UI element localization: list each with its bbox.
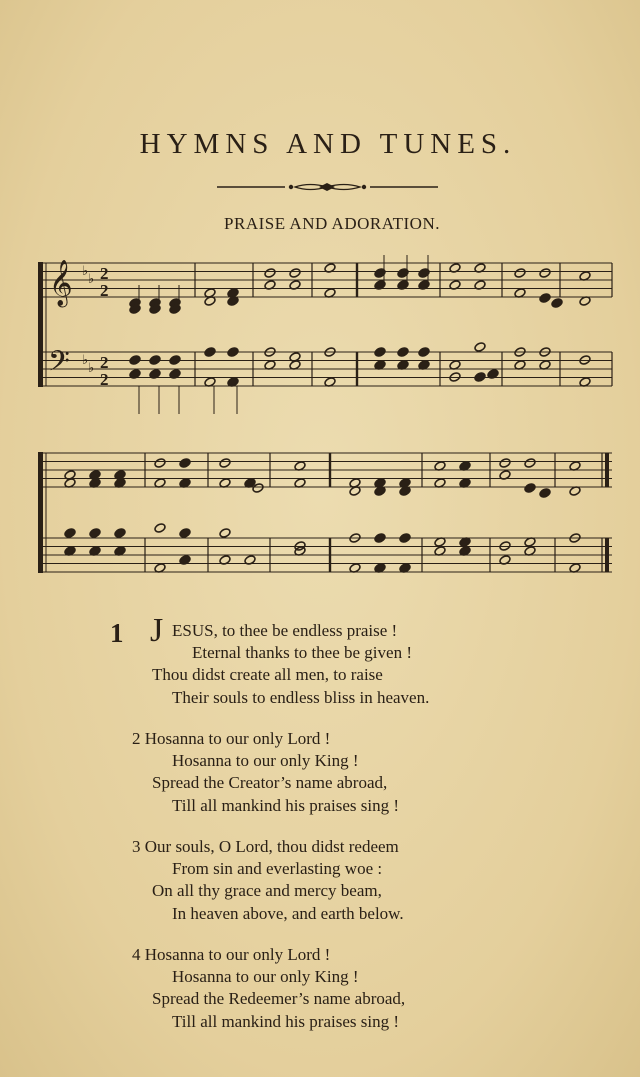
verse-4-line-3: Spread the Redeemer’s name abroad, bbox=[152, 989, 406, 1008]
time-signature-top: 2 bbox=[100, 264, 109, 283]
note-head bbox=[227, 347, 239, 358]
final-bar bbox=[605, 453, 609, 487]
note-head bbox=[129, 355, 141, 366]
note-head bbox=[179, 458, 191, 469]
section-title: PRAISE AND ADORATION. bbox=[224, 214, 440, 233]
verse-1-line-4: Their souls to endless bliss in heaven. bbox=[172, 688, 430, 707]
verse-number-3: 3 bbox=[132, 837, 141, 856]
key-flat: ♭ bbox=[88, 360, 95, 375]
verse-2-line-3: Spread the Creator’s name abroad, bbox=[152, 773, 388, 792]
note-head bbox=[499, 458, 511, 469]
note-head bbox=[374, 347, 386, 358]
final-bar bbox=[605, 538, 609, 572]
note-head bbox=[539, 268, 551, 279]
verse-4-line-1 bbox=[132, 945, 330, 965]
verse-3-line-1-text: Our souls, O Lord, thou didst redeem bbox=[144, 837, 399, 856]
treble-clef: 𝄞 bbox=[49, 260, 73, 306]
time-signature-bottom: 2 bbox=[100, 281, 109, 300]
verse-3-line-3: On all thy grace and mercy beam, bbox=[152, 881, 382, 900]
note-head bbox=[539, 293, 551, 304]
verse-4-line-4: Till all mankind his praises sing ! bbox=[172, 1012, 399, 1031]
verse-1-line-3: Thou didst create all men, to raise bbox=[152, 665, 383, 684]
verse-number-4: 4 bbox=[132, 945, 141, 964]
verse-3-line-2: From sin and everlasting woe : bbox=[172, 859, 383, 878]
note-head bbox=[474, 372, 486, 383]
verse-3-line-1 bbox=[132, 837, 399, 857]
verse-3-line-4: In heaven above, and earth below. bbox=[172, 904, 404, 923]
bass-clef: 𝄢 bbox=[48, 345, 70, 385]
verse-2-line-1-text: Hosanna to our only Lord ! bbox=[144, 729, 331, 748]
time-signature-top: 2 bbox=[100, 353, 109, 372]
note-head bbox=[374, 533, 386, 544]
note-head bbox=[179, 528, 191, 539]
note-head bbox=[524, 458, 536, 469]
note-head bbox=[514, 268, 526, 279]
verse-2-line-4: Till all mankind his praises sing ! bbox=[172, 796, 399, 815]
note-head bbox=[399, 533, 411, 544]
note-head bbox=[169, 355, 181, 366]
note-head bbox=[204, 347, 216, 358]
note-head bbox=[114, 528, 126, 539]
time-signature-bottom: 2 bbox=[100, 370, 109, 389]
system-brace bbox=[38, 452, 43, 573]
verse-4-line-2: Hosanna to our only King ! bbox=[172, 967, 359, 986]
key-flat: ♭ bbox=[88, 271, 95, 286]
verse-1-line-2: Eternal thanks to thee be given ! bbox=[192, 643, 412, 662]
key-flat: ♭ bbox=[82, 263, 89, 278]
page-title: HYMNS AND TUNES. bbox=[139, 128, 517, 160]
verse-4-line-1-text: Hosanna to our only Lord ! bbox=[144, 945, 331, 964]
key-flat: ♭ bbox=[82, 352, 89, 367]
note-head bbox=[474, 342, 486, 353]
verse-2-line-1 bbox=[132, 729, 330, 749]
note-head bbox=[397, 347, 409, 358]
note-head bbox=[219, 528, 231, 539]
note-head bbox=[219, 458, 231, 469]
note-head bbox=[289, 268, 301, 279]
note-head bbox=[154, 523, 166, 534]
system-brace bbox=[38, 262, 43, 387]
verse-number-1: 1 bbox=[110, 618, 124, 648]
note-head bbox=[551, 298, 563, 309]
note-head bbox=[539, 488, 551, 499]
note-head bbox=[418, 347, 430, 358]
note-head bbox=[264, 268, 276, 279]
note-head bbox=[64, 528, 76, 539]
verse-2-line-2: Hosanna to our only King ! bbox=[172, 751, 359, 770]
verse-1-dropcap: J bbox=[150, 612, 164, 649]
note-head bbox=[154, 458, 166, 469]
verse-1-line-1: ESUS, to thee be endless praise ! bbox=[172, 621, 398, 640]
note-head bbox=[524, 483, 536, 494]
note-head bbox=[149, 355, 161, 366]
verse-number-2: 2 bbox=[132, 729, 141, 748]
note-head bbox=[89, 528, 101, 539]
